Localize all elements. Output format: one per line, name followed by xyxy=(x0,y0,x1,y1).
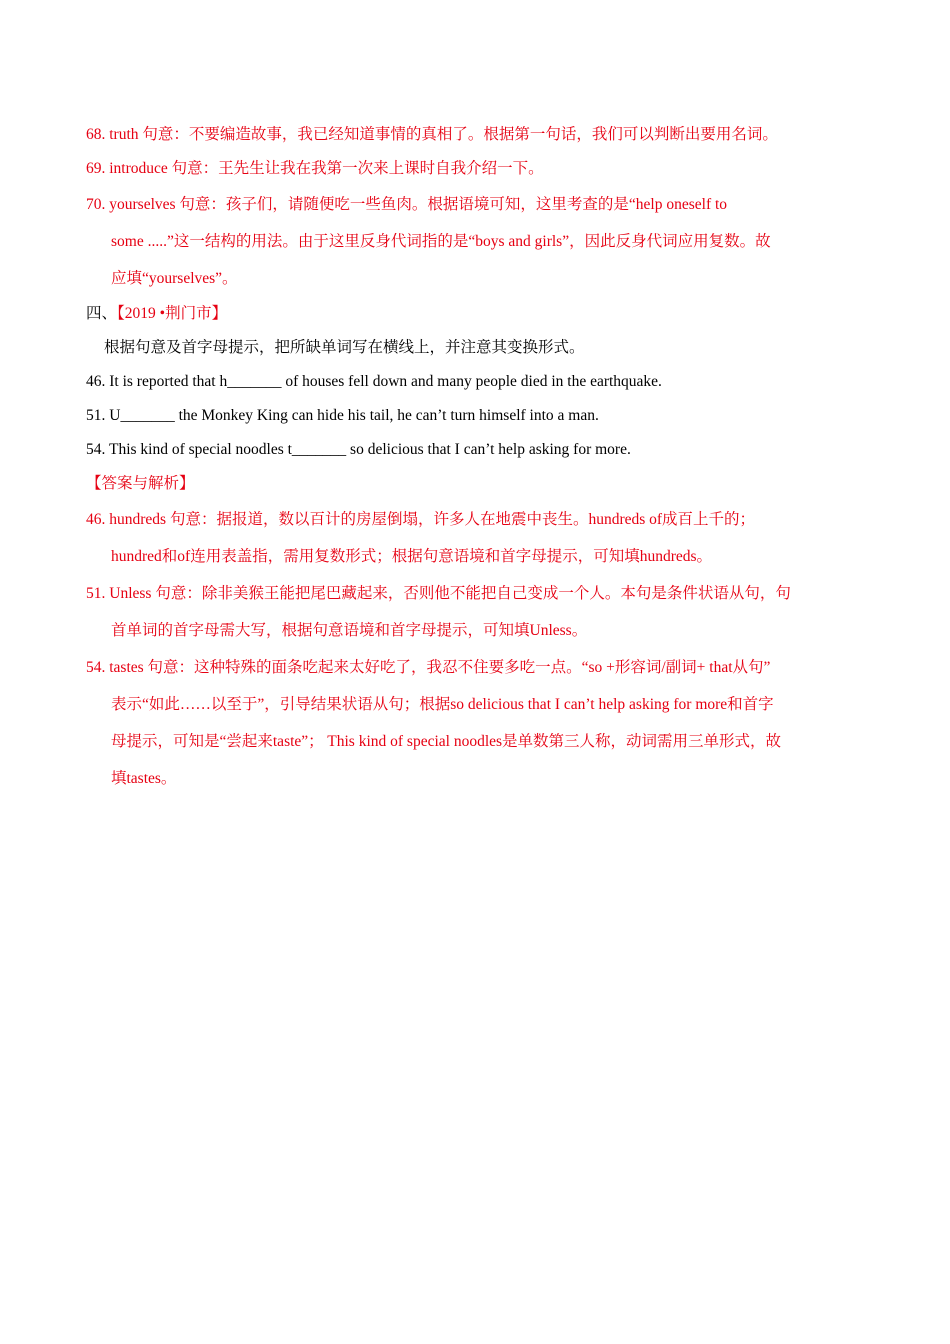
answer-54 xyxy=(86,649,866,797)
section-instruction: 根据句意及首字母提示，把所缺单词写在横线上，并注意其变换形式。 xyxy=(104,339,585,356)
answer-46 xyxy=(86,501,866,575)
section-prefix: 四、 xyxy=(86,305,118,322)
answer-69 xyxy=(86,152,866,186)
answer-line: 54. tastes 句意：这种特殊的面条吃起来太好吃了，我忍不住要多吃一点。“so +形容词/副词+ that从句” xyxy=(86,659,771,676)
answer-line: 母提示，可知是“尝起来taste”； This kind of special noodles是单数第三人称，动词需用三单形式，故 xyxy=(111,733,782,750)
question-54: 54. This kind of special noodles t_______ so delicious that I can’t help asking for more. xyxy=(86,441,631,458)
question-51: 51. U_______ the Monkey King can hide his tail, he can’t turn himself into a man. xyxy=(86,407,599,424)
answer-line: 填tastes。 xyxy=(111,770,177,787)
answer-line: 68. truth 句意：不要编造故事，我已经知道事情的真相了。根据第一句话，我们可以判断出要用名词。 xyxy=(86,126,778,143)
section-heading xyxy=(86,297,866,331)
document-page xyxy=(86,118,866,797)
answer-line: some .....”这一结构的用法。由于这里反身代词指的是“boys and girls”，因此反身代词应用复数。故 xyxy=(111,233,771,250)
answer-line: 69. introduce 句意：王先生让我在我第一次来上课时自我介绍一下。 xyxy=(86,160,544,177)
answer-line: 首单词的首字母需大写，根据句意语境和首字母提示，可知填Unless。 xyxy=(111,622,588,639)
answer-line: hundred和of连用表盖指，需用复数形式；根据句意语境和首字母提示，可知填hundreds。 xyxy=(111,548,713,565)
answer-68 xyxy=(86,118,866,152)
question-46: 46. It is reported that h_______ of houses fell down and many people died in the earthquake. xyxy=(86,373,662,390)
section-source: 【2019 •荆门市】 xyxy=(117,305,228,322)
answer-line: 46. hundreds 句意：据报道，数以百计的房屋倒塌，许多人在地震中丧生。hundreds of成百上千的； xyxy=(86,511,756,528)
answer-line: 应填“yourselves”。 xyxy=(111,270,238,287)
answer-51 xyxy=(86,575,866,649)
answer-line: 70. yourselves 句意：孩子们，请随便吃一些鱼肉。根据语境可知，这里考查的是“help oneself to xyxy=(86,196,728,213)
answer-line: 表示“如此……以至于”，引导结果状语从句；根据so delicious that I can’t help asking for more和首字 xyxy=(111,696,774,713)
answer-70 xyxy=(86,186,866,297)
answer-header: 【答案与解析】 xyxy=(86,475,195,492)
answer-line: 51. Unless 句意：除非美猴王能把尾巴藏起来，否则他不能把自己变成一个人。本句是条件状语从句，句 xyxy=(86,585,791,602)
